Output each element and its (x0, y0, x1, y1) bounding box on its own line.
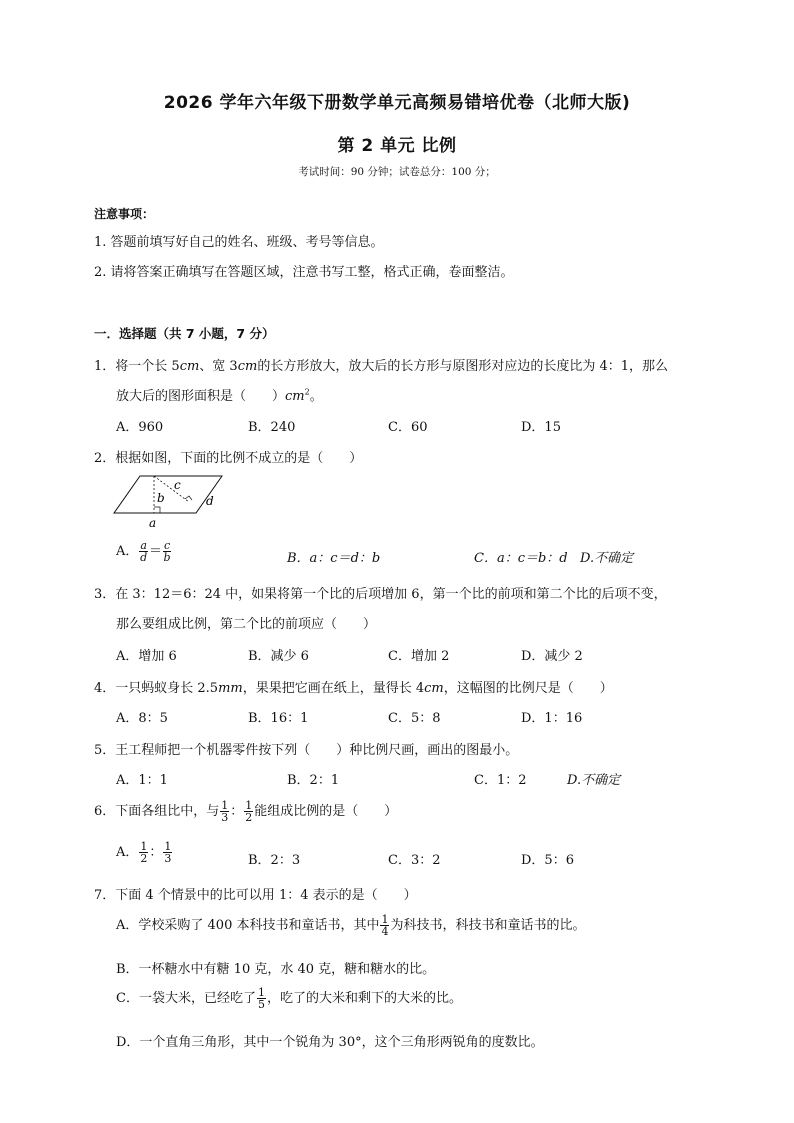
q1-text-c: 的长方形放大，放大后的长方形与原图形对应边的长度比为 4：1，那么 (257, 359, 668, 374)
q6-option-a-fraction-1: $\frac{1}{2}$ (140, 840, 148, 865)
q1-unit-3: cm (285, 389, 305, 404)
q7-option-a-text-a: A．学校采购了 400 本科技书和童话书，其中 (116, 918, 380, 933)
q7-option-b[interactable]: B．一杯糖水中有糖 10 克，水 40 克，糖和糖水的比。 (116, 962, 436, 977)
q3-option-a[interactable]: A．增加 6 (116, 649, 177, 664)
q1-unit-2: cm (237, 359, 258, 374)
q6-option-a-prefix: A． (116, 845, 139, 860)
q5-option-b[interactable]: B．2：1 (287, 773, 340, 788)
q1-text-d: 放大后的图形面积是（ ） (116, 389, 286, 404)
note-item-2: 2. 请将答案正确填写在答题区域，注意书写工整，格式正确，卷面整洁。 (94, 265, 514, 280)
q6-fraction-1: $\frac{1}{3}$ (221, 799, 229, 824)
q7-option-c-text-a: C．一袋大米，已经吃了 (116, 991, 256, 1006)
q6-option-d[interactable]: D．5：6 (521, 853, 574, 868)
question-3-line-2: 那么要组成比例，第二个比的前项应（ ） (116, 617, 377, 632)
q6-option-a[interactable] (116, 841, 173, 864)
unit-subtitle: 第 2 单元 比例 (337, 136, 457, 156)
q7-option-c[interactable] (116, 987, 462, 1010)
q2-option-a-fraction-2: $\frac{c}{b}$ (163, 539, 171, 564)
q4-option-b[interactable]: B．16：1 (248, 711, 309, 726)
q5-option-d[interactable]: D.不确定 (567, 773, 621, 788)
q5-option-c[interactable]: C．1：2 (474, 773, 527, 788)
q1-unit-sup: 2 (304, 387, 310, 397)
label-b: b (157, 491, 165, 505)
parallelogram-figure (112, 472, 228, 530)
q4-unit-2: cm (424, 681, 444, 696)
q7-option-d[interactable]: D．一个直角三角形，其中一个锐角为 30°，这个三角形两锐角的度数比。 (116, 1035, 544, 1050)
q4-option-a[interactable]: A．8：5 (116, 711, 168, 726)
q7-option-a-text-b: 为科技书，科技书和童话书的比。 (390, 918, 586, 933)
q6-option-a-fraction-2: $\frac{1}{3}$ (164, 840, 172, 865)
label-d: d (206, 494, 214, 508)
q1-option-b[interactable]: B．240 (248, 420, 296, 435)
q6-option-c[interactable]: C．3：2 (388, 853, 441, 868)
question-5-stem: 5．王工程师把一个机器零件按下列（ ）种比例尺画，画出的图最小。 (94, 743, 519, 758)
q2-option-a-fraction-1: $\frac{a}{d}$ (140, 539, 148, 564)
question-2-stem: 2．根据如图，下面的比例不成立的是（ ） (94, 451, 363, 466)
exam-info: 考试时间：90 分钟；试卷总分：100 分； (298, 166, 496, 178)
q2-option-a-prefix: A． (116, 544, 139, 559)
q2-option-a-equals: ＝ (148, 544, 162, 559)
q4-text-b: ，果果把它画在纸上，量得长 4 (242, 681, 425, 696)
q7-option-a-fraction: $\frac{1}{4}$ (381, 913, 389, 938)
section-heading: 一．选择题（共 7 小题，7 分） (94, 326, 275, 341)
q4-unit-1: mm (218, 681, 243, 696)
q1-option-c[interactable]: C．60 (388, 420, 428, 435)
q2-option-b[interactable]: B．a：c＝d：b (287, 551, 381, 566)
question-1-line-2 (116, 385, 323, 404)
q6-fraction-2: $\frac{1}{2}$ (245, 799, 253, 824)
label-a: a (149, 516, 157, 530)
note-item-1: 1. 答题前填写好自己的姓名、班级、考号等信息。 (94, 235, 384, 250)
q4-text-c: ，这幅图的比例尺是（ ） (443, 681, 613, 696)
q7-option-c-text-b: ，吃了的大米和剩下的大米的比。 (266, 991, 462, 1006)
paper-title: 2026 学年六年级下册数学单元高频易错培优卷（北师大版) (163, 93, 631, 113)
question-7-stem: 7．下面 4 个情景中的比可以用 1：4 表示的是（ ） (94, 888, 417, 903)
q2-option-a[interactable] (116, 540, 172, 563)
q4-option-d[interactable]: D．1：16 (521, 711, 583, 726)
q4-text-a: 4．一只蚂蚁身长 2.5 (94, 681, 219, 696)
q4-option-c[interactable]: C．5：8 (388, 711, 441, 726)
q3-option-d[interactable]: D．减少 2 (521, 649, 583, 664)
q1-text-b: 、宽 3 (199, 359, 238, 374)
q6-option-a-colon: ： (149, 845, 163, 860)
q6-text-b: 能组成比例的是（ ） (254, 804, 398, 819)
q1-text-a: 1．将一个长 5 (94, 359, 180, 374)
q1-option-a[interactable]: A．960 (116, 420, 164, 435)
question-6-stem (94, 800, 397, 823)
q7-option-a[interactable] (116, 914, 585, 937)
notes-heading: 注意事项： (94, 207, 155, 221)
q1-text-e: 。 (309, 389, 323, 404)
q6-colon: ： (230, 804, 244, 819)
question-4-stem (94, 677, 613, 696)
q6-text-a: 6．下面各组比中，与 (94, 804, 220, 819)
q1-option-d[interactable]: D．15 (521, 420, 561, 435)
right-angle-mark-1 (154, 507, 160, 513)
q6-option-b[interactable]: B．2：3 (248, 853, 301, 868)
question-3-line-1: 3．在 3：12＝6：24 中，如果将第一个比的后项增加 6，第一个比的前项和第二个比的后项不变， (94, 587, 667, 602)
q3-option-c[interactable]: C．增加 2 (388, 649, 450, 664)
label-c: c (174, 478, 181, 492)
q7-option-c-fraction: $\frac{1}{5}$ (257, 986, 265, 1011)
question-1-line-1 (94, 355, 668, 374)
q2-option-c[interactable]: C．a：c＝b：d (474, 551, 568, 566)
q5-option-a[interactable]: A．1：1 (116, 773, 168, 788)
right-angle-mark-2 (185, 496, 192, 500)
q3-option-b[interactable]: B．减少 6 (248, 649, 309, 664)
q1-unit-1: cm (179, 359, 200, 374)
q2-option-d[interactable]: D.不确定 (580, 551, 634, 566)
